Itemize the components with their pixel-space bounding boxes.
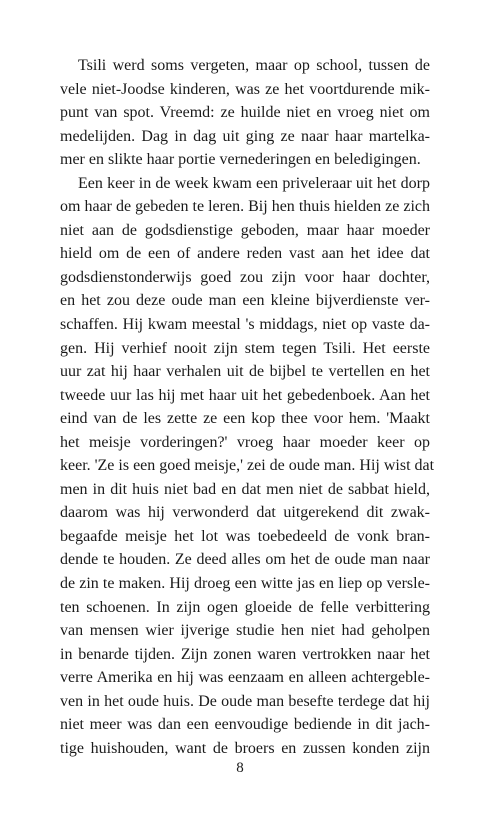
text-line: en het zou deze oude man een kleine bijverdienste ver- <box>60 292 430 310</box>
text-line: ten schoenen. In zijn ogen gloeide de felle verbittering <box>60 598 430 616</box>
text-line: men in dit huis niet bad en dat men niet de sabbat hield, <box>60 480 430 498</box>
text-line: niet aan de godsdienstige geboden, maar haar moeder <box>60 221 430 239</box>
text-line: Een keer in de week kwam een priveleraar uit het dorp <box>78 174 430 192</box>
text-line: schaffen. Hij kwam meestal 's middags, niet op vaste da- <box>60 316 430 334</box>
text-line: het meisje vorderingen?' vroeg haar moeder keer op <box>60 433 430 451</box>
text-line: mer en slikte haar portie vernederingen en beledigingen. <box>60 151 421 169</box>
text-line: om haar de gebeden te leren. Bij hen thuis hielden ze zich <box>60 198 430 216</box>
text-line: van mensen wier ijverige studie hen niet had geholpen <box>60 622 430 640</box>
text-line: niet meer was dan een eenvoudige bediende in dit jach- <box>60 716 430 734</box>
page-number: 8 <box>236 760 244 776</box>
text-line: daarom was hij verwonderd dat uitgerekend dit zwak- <box>60 504 430 522</box>
text-line: hield om de een of andere reden vast aan het idee dat <box>60 245 430 263</box>
text-line: dende te houden. Ze deed alles om het de oude man naar <box>60 551 430 569</box>
paragraph <box>60 172 435 761</box>
body-text <box>60 54 435 760</box>
text-line: in benarde tijden. Zijn zonen waren vertrokken naar het <box>60 645 430 663</box>
text-line: ven in het oude huis. De oude man besefte terdege dat hij <box>60 692 430 710</box>
text-line: punt van spot. Vreemd: ze huilde niet en vroeg niet om <box>60 104 430 122</box>
text-line: keer. 'Ze is een goed meisje,' zei de oude man. Hij wist dat <box>60 457 435 475</box>
text-line: gen. Hij verhief nooit zijn stem tegen Tsili. Het eerste <box>60 339 430 357</box>
paragraph <box>60 54 430 172</box>
text-line: eind van de les zette ze een kop thee voor hem. 'Maakt <box>60 410 430 428</box>
text-line: uur zat hij haar verhalen uit de bijbel te vertellen en het <box>60 363 430 381</box>
text-line: medelijden. Dag in dag uit ging ze naar haar martelka- <box>60 127 430 145</box>
text-line: tige huishouden, want de broers en zussen konden zijn <box>60 739 430 757</box>
text-line: de zin te maken. Hij droeg een witte jas en liep op versle- <box>60 575 430 593</box>
text-line: vele niet-Joodse kinderen, was ze het voortdurende mik- <box>60 80 430 98</box>
text-line: begaafde meisje het lot was toebedeeld de vonk bran- <box>60 527 430 545</box>
text-line: verre Amerika en hij was eenzaam en alleen achtergeble- <box>60 669 430 687</box>
text-line: tweede uur las hij met haar uit het gebedenboek. Aan het <box>60 386 430 404</box>
text-line: godsdienstonderwijs goed zou zijn voor haar dochter, <box>60 268 430 286</box>
text-line: Tsili werd soms vergeten, maar op school, tussen de <box>78 57 430 74</box>
